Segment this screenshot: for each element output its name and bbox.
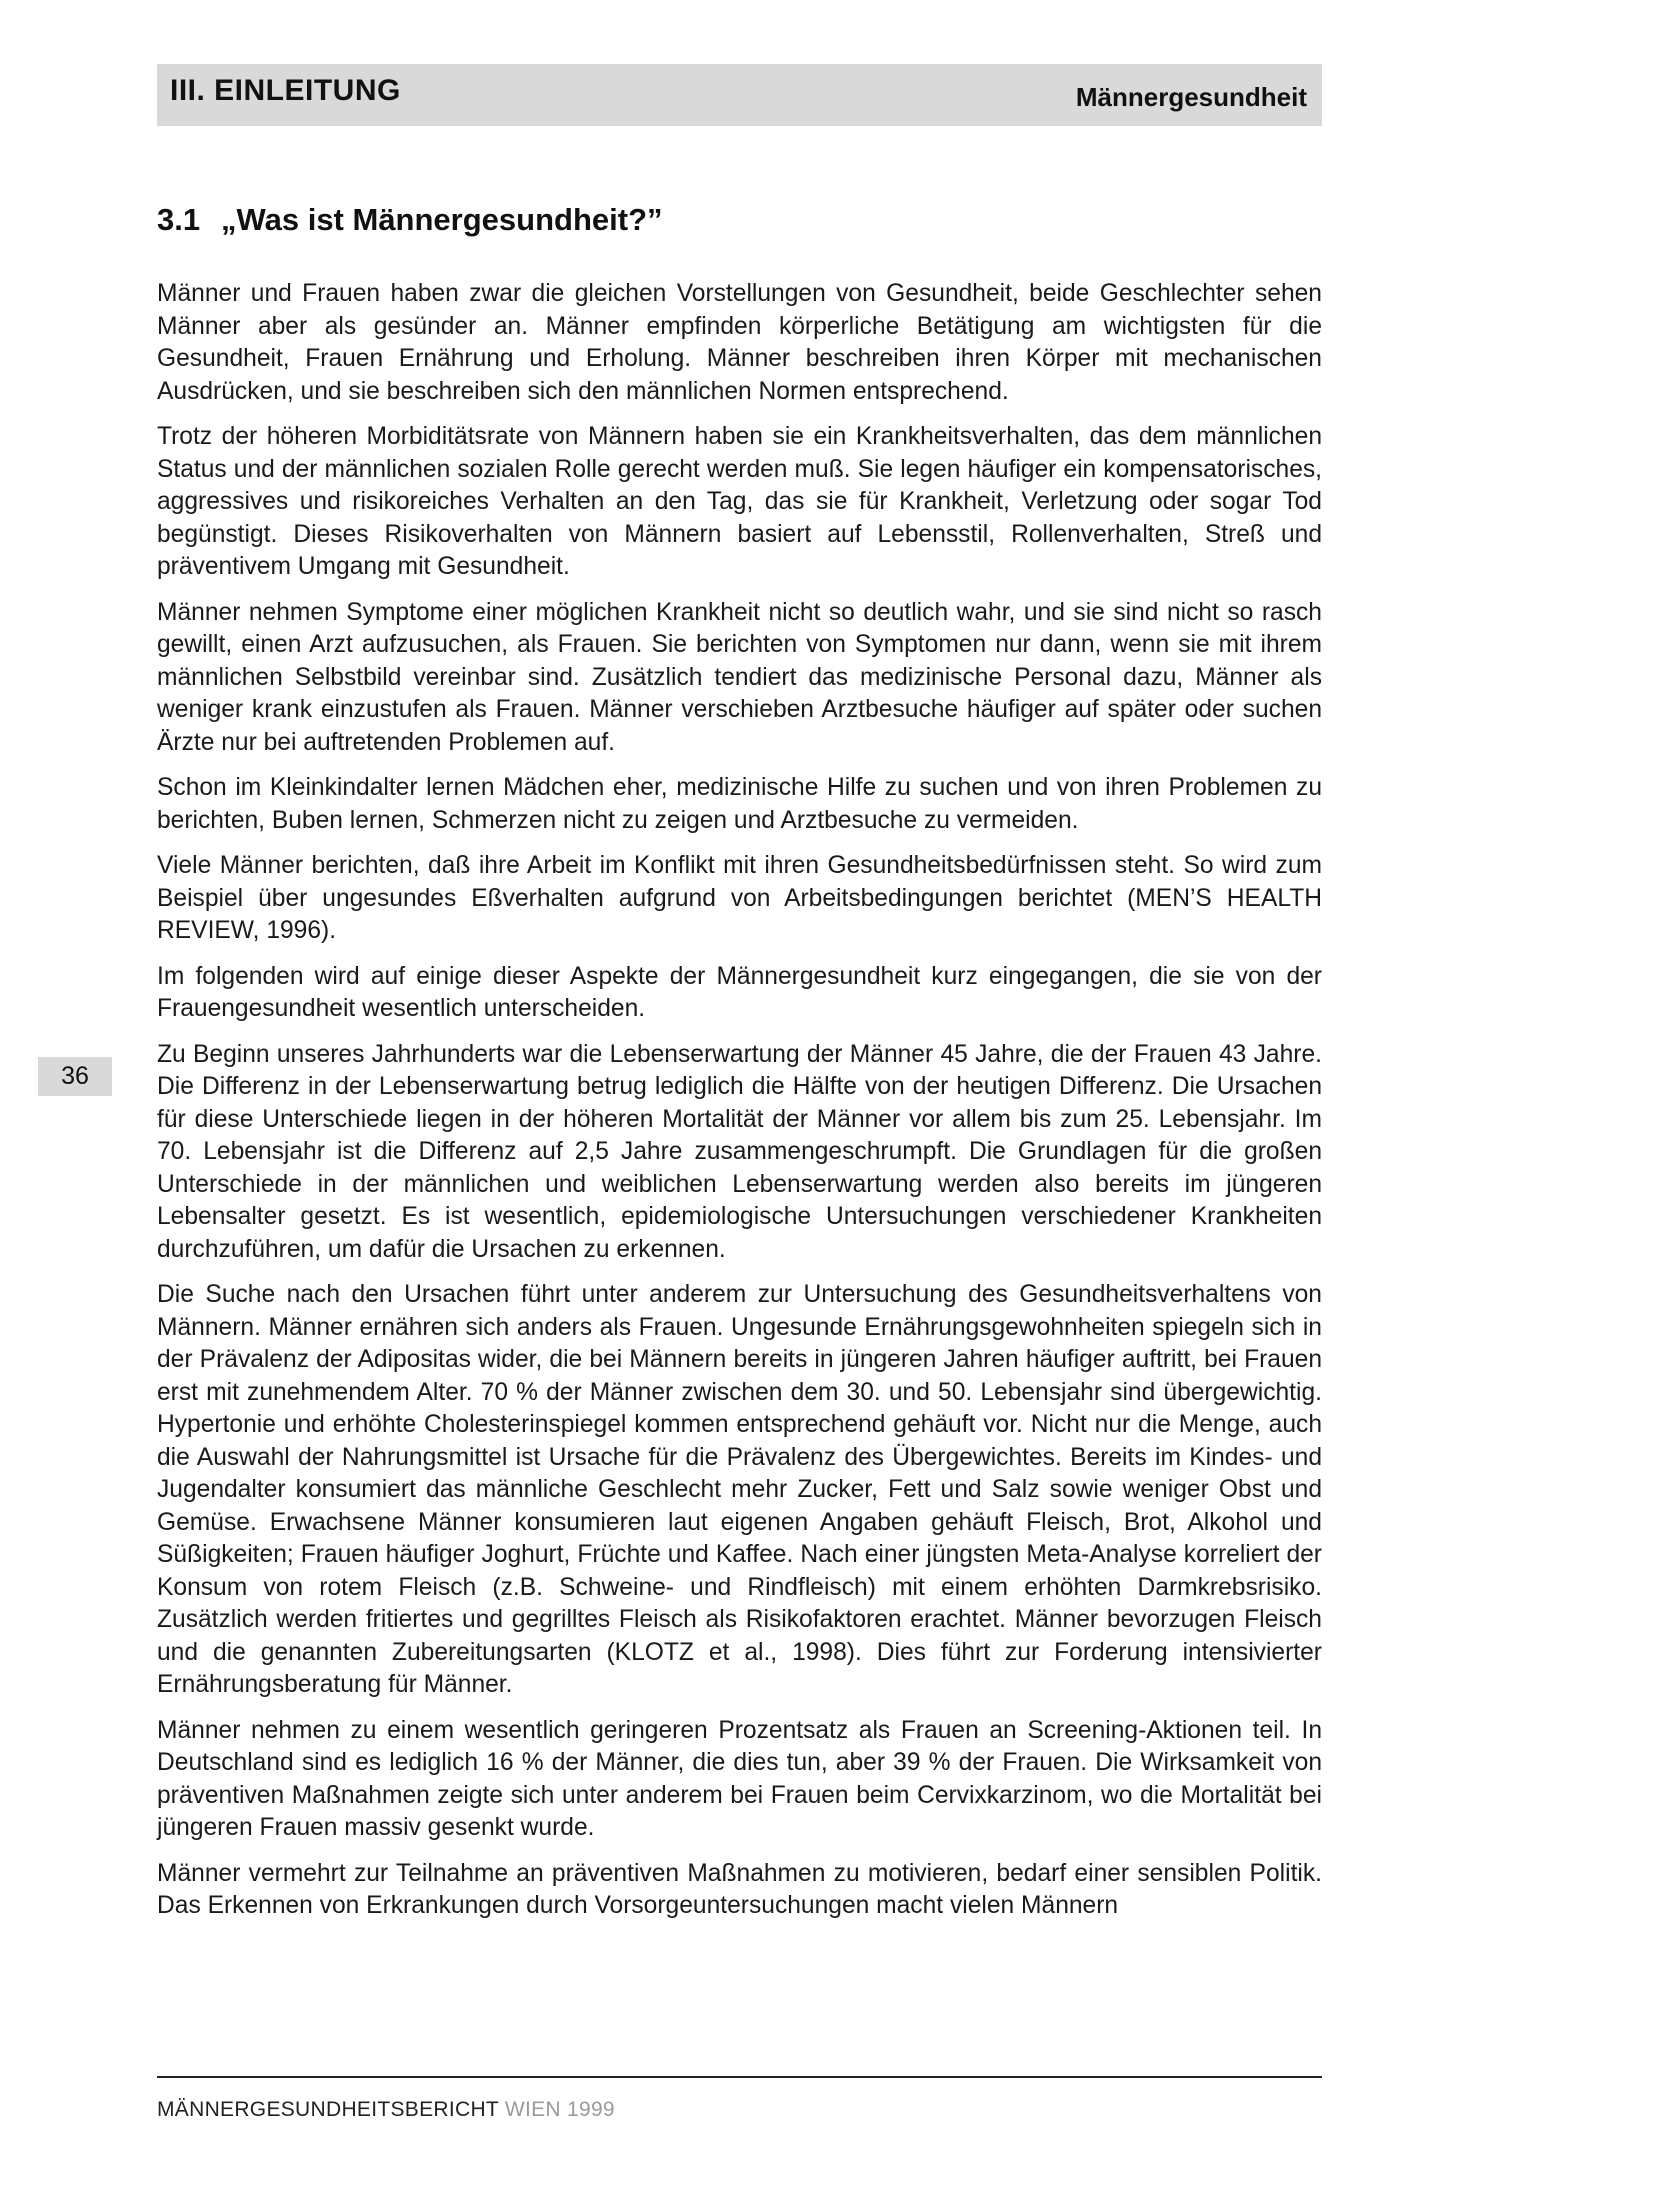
- footer-title: MÄNNERGESUNDHEITSBERICHT: [157, 2098, 499, 2121]
- footer-divider: [157, 2076, 1322, 2078]
- footer-place-year: WIEN 1999: [504, 2098, 615, 2121]
- section-title: „Was ist Männergesundheit?”: [221, 202, 663, 237]
- paragraph: Die Suche nach den Ursachen führt unter anderem zur Untersuchung des Gesundheitsverhaltens von Männern. Männer ernähren sich anders als Frauen. Ungesunde Ernährungsgewohnheiten spiegeln sich in der Prävalenz der Adipositas wider, die bei Männern bereits in jüngeren Jahren häufiger auftritt, bei Frauen erst mit zunehmendem Alter. 70 % der Männer zwischen dem 30. und 50. Lebensjahr sind übergewichtig. Hypertonie und erhöhte Cholesterinspiegel kommen entsprechend gehäuft vor. Nicht nur die Menge, auch die Auswahl der Nahrungsmittel ist Ursache für die Prävalenz des Übergewichtes. Bereits im Kindes- und Jugendalter konsumiert das männliche Geschlecht mehr Zucker, Fett und Salz sowie weniger Obst und Gemüse. Erwachsene Männer konsumieren laut eigenen Angaben gehäuft Fleisch, Brot, Alkohol und Süßigkeiten; Frauen häufiger Joghurt, Früchte und Kaffee. Nach einer jüngsten Meta-Analyse korreliert der Konsum von rotem Fleisch (z.B. Schweine- und Rindfleisch) mit einem erhöhten Darmkrebsrisiko. Zusätzlich werden fritiertes und gegrilltes Fleisch als Risikofaktoren erachtet. Männer bevorzugen Fleisch und die genannten Zubereitungsarten (KLOTZ et al., 1998). Dies führt zur Forderung intensivierter Ernährungsberatung für Männer.: [157, 1281, 1322, 1698]
- paragraph: Schon im Kleinkindalter lernen Mädchen eher, medizinische Hilfe zu suchen und von ihren Problemen zu berichten, Buben lernen, Schmerzen nicht zu zeigen und Arztbesuche zu vermeiden.: [157, 774, 1322, 834]
- section-number: 3.1: [157, 202, 201, 237]
- paragraph: Männer vermehrt zur Teilnahme an präventiven Maßnahmen zu motivieren, bedarf einer sensiblen Politik. Das Erkennen von Erkrankungen durch Vorsorgeuntersuchungen macht vielen Männern: [157, 1859, 1322, 1919]
- page-number: 36: [38, 1057, 112, 1096]
- section-heading: [157, 202, 663, 238]
- paragraph: Männer nehmen zu einem wesentlich geringeren Prozentsatz als Frauen an Screening-Aktionen teil. In Deutschland sind es lediglich 16 % der Männer, die dies tun, aber 39 % der Frauen. Die Wirksamkeit von präventiven Maßnahmen zeigte sich unter anderem bei Frauen beim Cervixkarzinom, wo die Mortalität bei jüngeren Frauen massiv gesenkt wurde.: [157, 1716, 1322, 1841]
- paragraph: Männer nehmen Symptome einer möglichen Krankheit nicht so deutlich wahr, und sie sind nicht so rasch gewillt, einen Arzt aufzusuchen, als Frauen. Sie berichten von Symptomen nur dann, wenn sie mit ihrem männlichen Selbstbild vereinbar sind. Zusätzlich tendiert das medizinische Personal dazu, Männer als weniger krank einzustufen als Frauen. Männer verschieben Arztbesuche häufiger auf später oder suchen Ärzte nur bei auftretenden Problemen auf.: [157, 598, 1322, 756]
- header-topic: Männergesundheit: [1075, 82, 1307, 112]
- paragraph: Im folgenden wird auf einige dieser Aspekte der Männergesundheit kurz eingegangen, die sie von der Frauengesundheit wesentlich unterscheiden.: [157, 962, 1322, 1022]
- paragraph: Trotz der höheren Morbiditätsrate von Männern haben sie ein Krankheitsverhalten, das dem männlichen Status und der männlichen sozialen Rolle gerecht werden muß. Sie legen häufiger ein kompensatorisches, aggressives und risikoreiches Verhalten an den Tag, das sie für Krankheit, Verletzung oder sogar Tod begünstigt. Dieses Risikoverhalten von Männern basiert auf Lebensstil, Rollenverhalten, Streß und präventivem Umgang mit Gesundheit.: [157, 423, 1322, 580]
- paragraph: Viele Männer berichten, daß ihre Arbeit im Konflikt mit ihren Gesundheitsbedürfnissen steht. So wird zum Beispiel über ungesundes Eßverhalten aufgrund von Arbeitsbedingungen berichtet (MEN’S HEALTH REVIEW, 1996).: [157, 852, 1322, 944]
- footer: [157, 2098, 615, 2122]
- chapter-title: III. EINLEITUNG: [170, 74, 401, 107]
- paragraph: Zu Beginn unseres Jahrhunderts war die Lebenserwartung der Männer 45 Jahre, die der Frauen 43 Jahre. Die Differenz in der Lebenserwartung betrug lediglich die Hälfte von der heutigen Differenz. Die Ursachen für diese Unterschiede liegen in der höheren Mortalität der Männer vor allem bis zum 25. Lebensjahr. Im 70. Lebensjahr ist die Differenz auf 2,5 Jahre zusammengeschrumpft. Die Grundlagen für die großen Unterschiede in der männlichen und weiblichen Lebenserwartung werden also bereits im jüngeren Lebensalter gesetzt. Es ist wesentlich, epidemiologische Untersuchungen verschiedener Krankheiten durchzuführen, um dafür die Ursachen zu erkennen.: [157, 1040, 1322, 1263]
- chapter-header-bar: [157, 64, 1322, 126]
- body-text: [157, 278, 1322, 1936]
- paragraph: Männer und Frauen haben zwar die gleichen Vorstellungen von Gesundheit, beide Geschlechter sehen Männer aber als gesünder an. Männer empfinden körperliche Betätigung am wichtigsten für die Gesundheit, Frauen Ernährung und Erholung. Männer beschreiben ihren Körper mit mechanischen Ausdrücken, und sie beschreiben sich den männlichen Normen entsprechend.: [157, 280, 1322, 405]
